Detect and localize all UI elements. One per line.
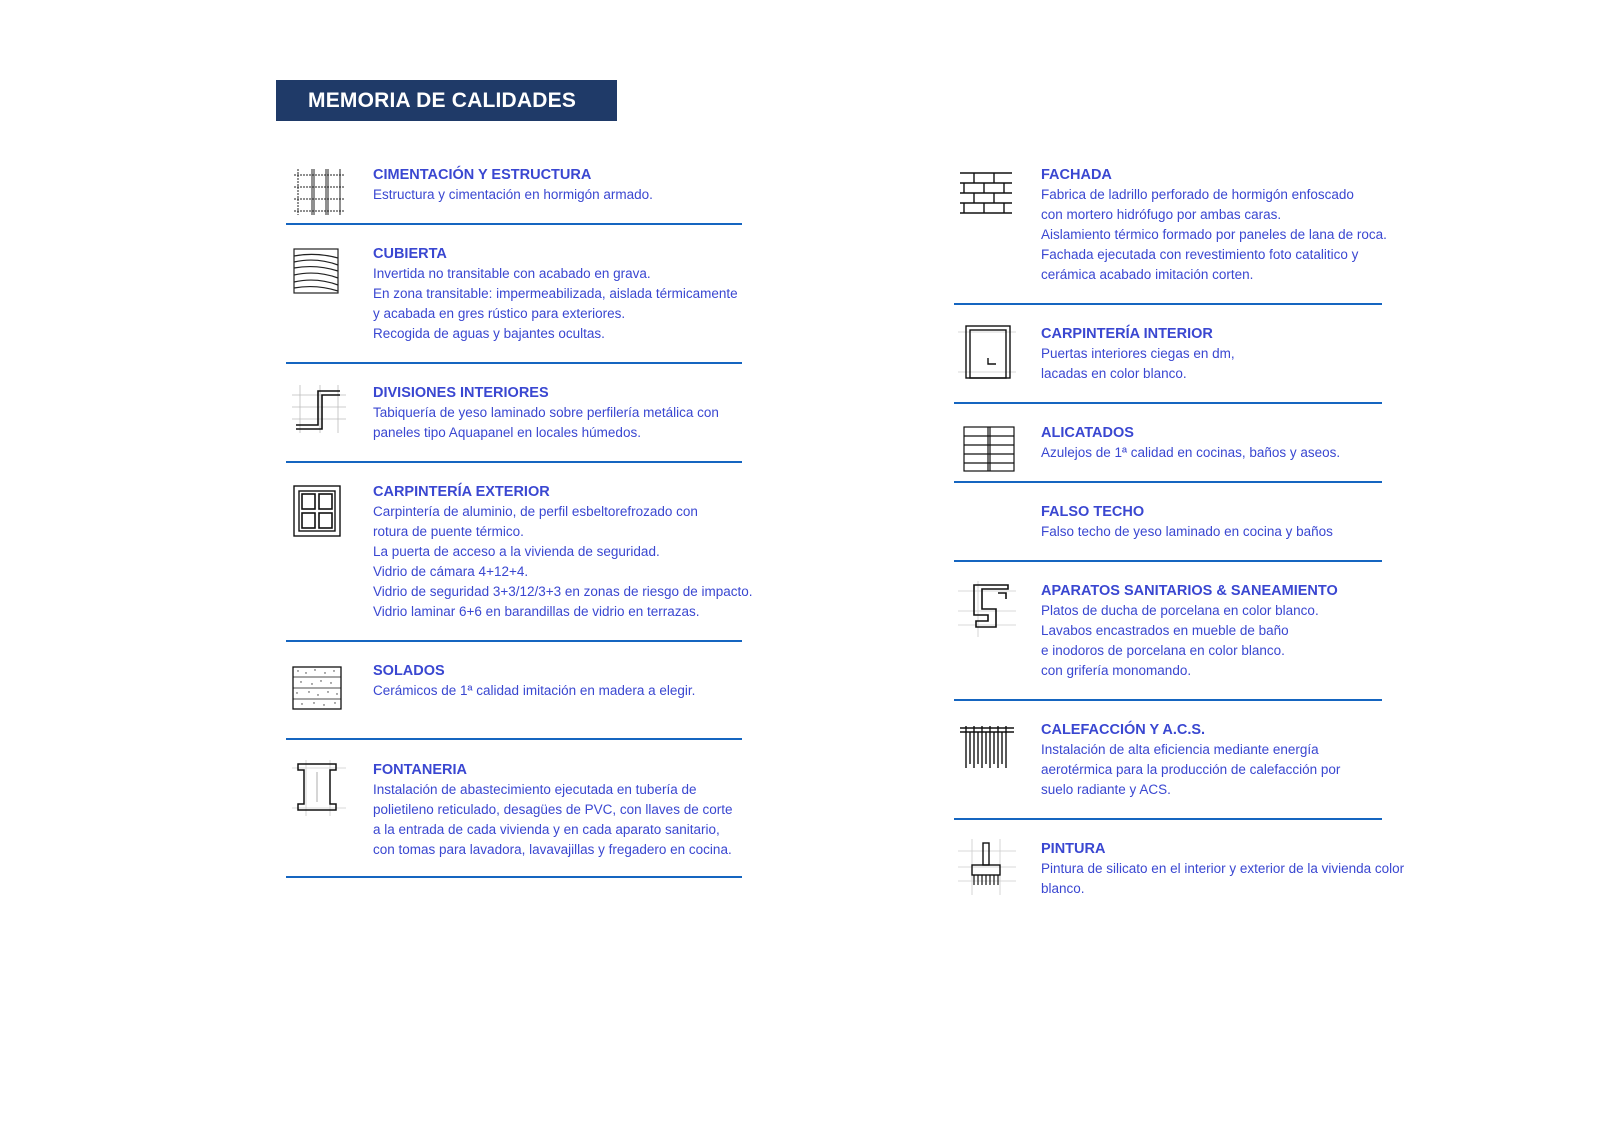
section-line: Fabrica de ladrillo perforado de hormigón enfoscado [1041, 187, 1354, 202]
section-line: Lavabos encastrados en mueble de baño [1041, 623, 1289, 638]
section-line: Azulejos de 1ª calidad en cocinas, baños y aseos. [1041, 445, 1341, 460]
brick-wall-icon [958, 165, 1018, 221]
section-line: Platos de ducha de porcelana en color blanco. [1041, 603, 1319, 618]
section-line: Instalación de abastecimiento ejecutada en tubería de [373, 782, 697, 797]
section-line: polietileno reticulado, desagües de PVC, con llaves de corte [373, 802, 733, 817]
divider [286, 738, 742, 740]
section-title: DIVISIONES INTERIORES [373, 385, 549, 401]
window-icon [290, 482, 350, 538]
sanitary-fixture-icon [958, 581, 1018, 637]
divider [286, 640, 742, 642]
section-line: Instalación de alta eficiencia mediante energía [1041, 742, 1319, 757]
section-line: con grifería monomando. [1041, 663, 1192, 678]
section-title: APARATOS SANITARIOS & SANEAMIENTO [1041, 583, 1338, 599]
section-line: Tabiquería de yeso laminado sobre perfilería metálica con [373, 405, 719, 420]
radiator-icon [958, 720, 1018, 776]
section-line: Recogida de aguas y bajantes ocultas. [373, 326, 605, 341]
wall-tiles-icon [958, 423, 1018, 479]
divider [954, 560, 1382, 562]
section-line: con mortero hidrófugo por ambas caras. [1041, 207, 1282, 222]
section-title: PINTURA [1041, 841, 1106, 857]
section-line: La puerta de acceso a la vivienda de seguridad. [373, 544, 660, 559]
section-title: CIMENTACIÓN Y ESTRUCTURA [373, 167, 592, 183]
section-title: ALICATADOS [1041, 425, 1134, 441]
section-line: Falso techo de yeso laminado en cocina y baños [1041, 524, 1333, 539]
section-title: CARPINTERÍA EXTERIOR [373, 484, 550, 500]
section-line: Estructura y cimentación en hormigón armado. [373, 187, 653, 202]
section-line: blanco. [1041, 881, 1085, 896]
section-line: suelo radiante y ACS. [1041, 782, 1171, 797]
section-line: Vidrio de cámara 4+12+4. [373, 564, 529, 579]
divider [286, 223, 742, 225]
paint-brush-icon [958, 839, 1018, 895]
pipe-section-icon [290, 760, 350, 816]
divider [954, 481, 1382, 483]
section-line: Fachada ejecutada con revestimiento foto catalitico y [1041, 247, 1359, 262]
section-line: Puertas interiores ciegas en dm, [1041, 346, 1235, 361]
section-line: Aislamiento térmico formado por paneles de lana de roca. [1041, 227, 1387, 242]
section-line: cerámica acabado imitación corten. [1041, 267, 1254, 282]
section-title: CARPINTERÍA INTERIOR [1041, 326, 1213, 342]
page-title: MEMORIA DE CALIDADES [276, 80, 617, 121]
roof-hatch-icon [290, 244, 350, 300]
section-title: FONTANERIA [373, 762, 467, 778]
partition-wall-icon [290, 383, 350, 439]
divider [286, 461, 742, 463]
section-line: rotura de puente térmico. [373, 524, 524, 539]
section-line: y acabada en gres rústico para exteriores. [373, 306, 626, 321]
section-line: aerotérmica para la producción de calefacción por [1041, 762, 1341, 777]
section-line: con tomas para lavadora, lavavajillas y fregadero en cocina. [373, 842, 732, 857]
section-line: paneles tipo Aquapanel en locales húmedos. [373, 425, 641, 440]
section-line: Vidrio laminar 6+6 en barandillas de vidrio en terrazas. [373, 604, 700, 619]
floor-tile-icon [290, 661, 350, 717]
divider [286, 362, 742, 364]
section-line: En zona transitable: impermeabilizada, aislada térmicamente [373, 286, 738, 301]
section-line: e inodoros de porcelana en color blanco. [1041, 643, 1285, 658]
section-title: FALSO TECHO [1041, 504, 1145, 520]
divider [286, 876, 742, 878]
section-line: a la entrada de cada vivienda y en cada aparato sanitario, [373, 822, 720, 837]
section-title: CUBIERTA [373, 246, 447, 262]
section-line: Carpintería de aluminio, de perfil esbeltorefrozado con [373, 504, 698, 519]
section-line: Cerámicos de 1ª calidad imitación en madera a elegir. [373, 683, 696, 698]
section-line: Vidrio de seguridad 3+3/12/3+3 en zonas de riesgo de impacto. [373, 584, 753, 599]
section-title: FACHADA [1041, 167, 1112, 183]
divider [954, 699, 1382, 701]
structure-grid-icon [290, 165, 350, 221]
divider [954, 402, 1382, 404]
section-line: Invertida no transitable con acabado en grava. [373, 266, 651, 281]
door-icon [958, 324, 1018, 380]
divider [954, 818, 1382, 820]
section-line: lacadas en color blanco. [1041, 366, 1187, 381]
section-line: Pintura de silicato en el interior y exterior de la vivienda color [1041, 861, 1405, 876]
divider [954, 303, 1382, 305]
section-title: CALEFACCIÓN Y A.C.S. [1041, 722, 1206, 738]
section-title: SOLADOS [373, 663, 445, 679]
